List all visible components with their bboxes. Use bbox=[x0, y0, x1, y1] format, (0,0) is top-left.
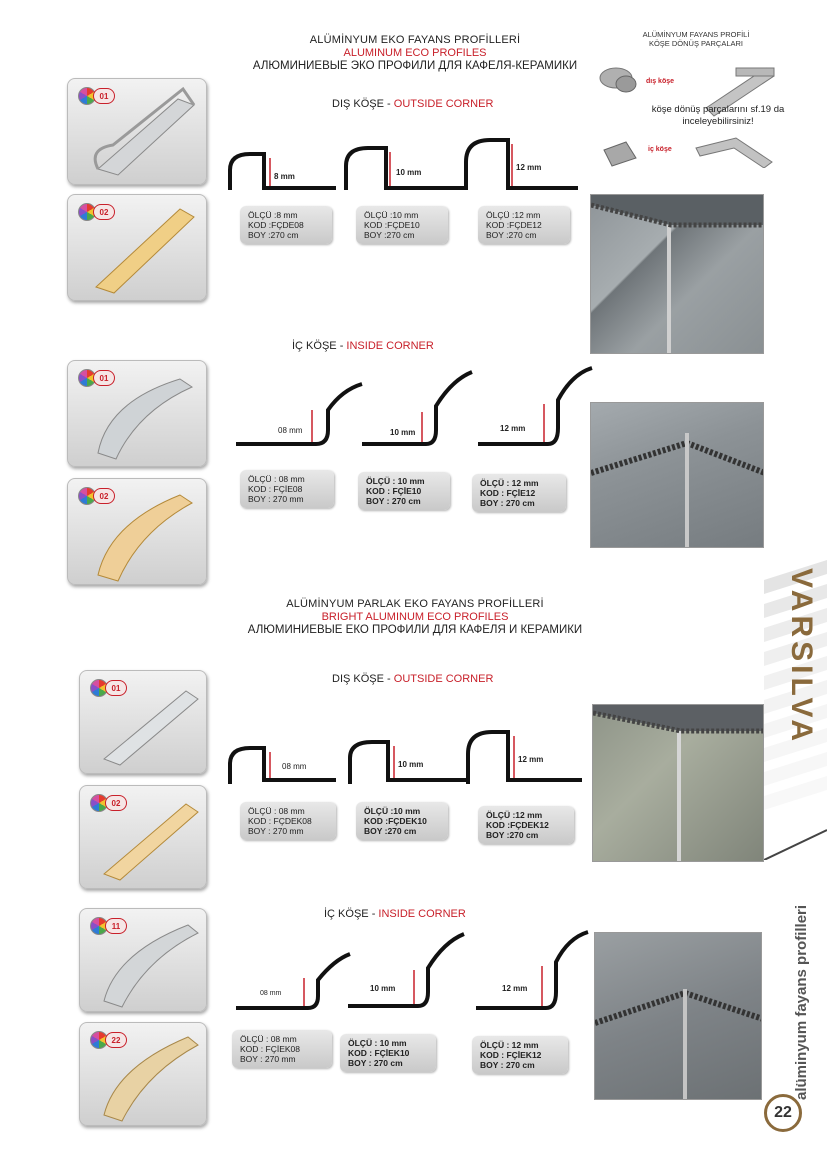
spec-card bbox=[472, 1036, 568, 1074]
spec-line: ÖLÇÜ : 08 mm bbox=[248, 474, 305, 484]
section2-outside-subhead bbox=[332, 673, 493, 685]
spec-card bbox=[340, 1034, 436, 1072]
section2-title-tr: ALÜMİNYUM PARLAK EKO FAYANS PROFİLLERİ bbox=[286, 598, 544, 610]
outside-label-en: OUTSIDE CORNER bbox=[393, 673, 494, 685]
spec-line: KOD : FÇİEK10 bbox=[348, 1048, 410, 1058]
product-thumb[interactable] bbox=[67, 360, 207, 467]
product-thumb[interactable] bbox=[67, 478, 207, 585]
inside-label-tr: İÇ KÖŞE bbox=[292, 340, 337, 352]
inside-label-en: INSIDE CORNER bbox=[346, 340, 434, 352]
tile-photo-inside bbox=[590, 402, 764, 548]
spec-line: ÖLÇÜ : 10 mm bbox=[366, 476, 425, 486]
spec-line: ÖLÇÜ :12 mm bbox=[486, 810, 543, 820]
product-thumb[interactable] bbox=[67, 78, 207, 185]
section2-inside-subhead bbox=[324, 908, 466, 920]
spec-line: BOY : 270 cm bbox=[366, 496, 421, 506]
corner-parts-title-2: KÖŞE DÖNÜŞ PARÇALARI bbox=[648, 39, 744, 48]
spec-line: KOD : FÇİE10 bbox=[366, 486, 422, 496]
sidebar-caption: alüminyum fayans profilleri bbox=[793, 904, 810, 1100]
spec-line: KOD : FÇDEK08 bbox=[248, 816, 312, 826]
section1-inside-subhead bbox=[292, 340, 434, 352]
spec-card bbox=[240, 470, 334, 508]
spec-line: KOD :FÇDEK12 bbox=[486, 820, 549, 830]
spec-card bbox=[358, 472, 450, 510]
tile-corner-illustration bbox=[593, 705, 764, 862]
dim-label: 10 mm bbox=[390, 428, 416, 437]
thumb-code: 01 bbox=[93, 88, 115, 104]
inside-sep: - bbox=[339, 340, 344, 352]
dim-label: 08 mm bbox=[260, 990, 282, 997]
spec-card bbox=[240, 206, 332, 244]
product-thumb[interactable] bbox=[79, 670, 207, 774]
spec-card bbox=[472, 474, 566, 512]
spec-line: BOY :270 cm bbox=[364, 230, 415, 240]
tile-photo-outside-2 bbox=[592, 704, 764, 862]
spec-line: KOD :FÇDE10 bbox=[364, 220, 420, 230]
outside-sep: - bbox=[387, 98, 391, 110]
dim-label: 12 mm bbox=[502, 984, 528, 993]
inside-profile-diagrams-2 bbox=[232, 930, 602, 1020]
dim-label: 8 mm bbox=[274, 172, 295, 181]
outside-label-tr: DIŞ KÖŞE bbox=[332, 673, 384, 685]
inside-label-tr: İÇ KÖŞE bbox=[324, 908, 369, 920]
spec-card bbox=[478, 206, 570, 244]
spec-line: BOY : 270 mm bbox=[240, 1054, 296, 1064]
outside-sep: - bbox=[387, 673, 391, 685]
thumb-code: 02 bbox=[93, 204, 115, 220]
section1-title-ru: АЛЮМИНИЕВЫЕ ЭКО ПРОФИЛИ ДЛЯ КАФЕЛЯ-КЕРАМИКИ bbox=[252, 60, 578, 72]
outside-label-tr: DIŞ KÖŞE bbox=[332, 98, 384, 110]
spec-line: ÖLÇÜ :10 mm bbox=[364, 806, 421, 816]
inside-profile-diagrams bbox=[232, 366, 602, 456]
brand-logo: VARSILVA bbox=[785, 568, 818, 746]
spec-line: BOY : 270 cm bbox=[348, 1058, 403, 1068]
dim-label: 10 mm bbox=[396, 168, 422, 177]
spec-card bbox=[356, 802, 448, 840]
spec-line: ÖLÇÜ : 08 mm bbox=[248, 806, 305, 816]
dis-kose-label: dış köşe bbox=[646, 78, 675, 85]
outside-label-en: OUTSIDE CORNER bbox=[393, 98, 494, 110]
spec-line: KOD :FÇDE12 bbox=[486, 220, 542, 230]
thumb-code: 01 bbox=[105, 680, 127, 696]
tile-corner-illustration bbox=[591, 195, 764, 354]
spec-line: ÖLÇÜ : 12 mm bbox=[480, 478, 539, 488]
section2-title-en: BRIGHT ALUMINUM ECO PROFILES bbox=[321, 611, 509, 623]
thumb-code: 11 bbox=[105, 918, 127, 934]
ic-kose-label: iç köşe bbox=[648, 146, 672, 153]
spec-line: BOY : 270 mm bbox=[248, 826, 304, 836]
dim-label: 10 mm bbox=[370, 984, 396, 993]
dim-label: 12 mm bbox=[516, 163, 542, 172]
spec-card bbox=[240, 802, 336, 840]
dim-label: 08 mm bbox=[278, 426, 303, 435]
spec-line: ÖLÇÜ : 10 mm bbox=[348, 1038, 407, 1048]
dim-label: 12 mm bbox=[518, 755, 544, 764]
spec-line: KOD : FÇİEK08 bbox=[240, 1044, 300, 1054]
tile-photo-inside-2 bbox=[594, 932, 762, 1100]
spec-line: ÖLÇÜ : 12 mm bbox=[480, 1040, 539, 1050]
section2-title-ru: АЛЮМИНИЕВЫЕ ЕКО ПРОФИЛИ ДЛЯ КАФЕЛЯ И КЕРАМИКИ bbox=[247, 624, 583, 636]
spec-line: KOD : FÇİE12 bbox=[480, 488, 536, 498]
thumb-code: 22 bbox=[105, 1032, 127, 1048]
page-number: 22 bbox=[764, 1094, 802, 1132]
thumb-code: 02 bbox=[93, 488, 115, 504]
dim-label: 08 mm bbox=[282, 762, 307, 771]
spec-card bbox=[356, 206, 448, 244]
thumb-code: 02 bbox=[105, 795, 127, 811]
inside-sep: - bbox=[371, 908, 376, 920]
spec-line: BOY :270 cm bbox=[486, 830, 539, 840]
spec-line: BOY :270 cm bbox=[248, 230, 299, 240]
spec-line: ÖLÇÜ :8 mm bbox=[248, 210, 298, 220]
product-thumb[interactable] bbox=[79, 908, 207, 1012]
section1-title-en: ALUMINUM ECO PROFILES bbox=[343, 47, 487, 59]
spec-line: KOD :FÇDEK10 bbox=[364, 816, 427, 826]
product-thumb[interactable] bbox=[79, 1022, 207, 1126]
section1-heading bbox=[240, 34, 590, 73]
spec-line: BOY : 270 cm bbox=[480, 498, 535, 508]
inside-label-en: INSIDE CORNER bbox=[378, 908, 466, 920]
corner-parts-note: köşe dönüş parçalarını sf.19 da inceleyebilirsiniz! bbox=[651, 104, 785, 127]
spec-line: BOY : 270 cm bbox=[480, 1060, 535, 1070]
corner-parts-title-1: ALÜMİNYUM FAYANS PROFİLİ bbox=[642, 30, 750, 39]
spec-line: BOY :270 cm bbox=[486, 230, 537, 240]
spec-line: ÖLÇÜ :10 mm bbox=[364, 210, 419, 220]
tile-photo-outside bbox=[590, 194, 764, 354]
tile-corner-illustration bbox=[591, 403, 764, 548]
tile-corner-illustration bbox=[595, 933, 762, 1100]
spec-line: ÖLÇÜ :12 mm bbox=[486, 210, 541, 220]
spec-line: ÖLÇÜ : 08 mm bbox=[240, 1034, 297, 1044]
spec-line: KOD : FÇİEK12 bbox=[480, 1050, 542, 1060]
section1-title-tr: ALÜMİNYUM EKO FAYANS PROFİLLERİ bbox=[309, 34, 521, 46]
spec-card bbox=[232, 1030, 332, 1068]
section2-heading bbox=[220, 598, 610, 637]
dim-label: 10 mm bbox=[398, 760, 424, 769]
corner-parts-box bbox=[596, 30, 796, 153]
product-thumb[interactable] bbox=[79, 785, 207, 889]
spec-line: BOY : 270 mm bbox=[248, 494, 304, 504]
spec-line: BOY :270 cm bbox=[364, 826, 417, 836]
thumb-code: 01 bbox=[93, 370, 115, 386]
spec-line: KOD :FÇDE08 bbox=[248, 220, 304, 230]
dim-label: 12 mm bbox=[500, 424, 526, 433]
product-thumb[interactable] bbox=[67, 194, 207, 301]
spec-card bbox=[478, 806, 574, 844]
spec-line: KOD : FÇİE08 bbox=[248, 484, 303, 494]
section1-outside-subhead bbox=[332, 98, 493, 110]
